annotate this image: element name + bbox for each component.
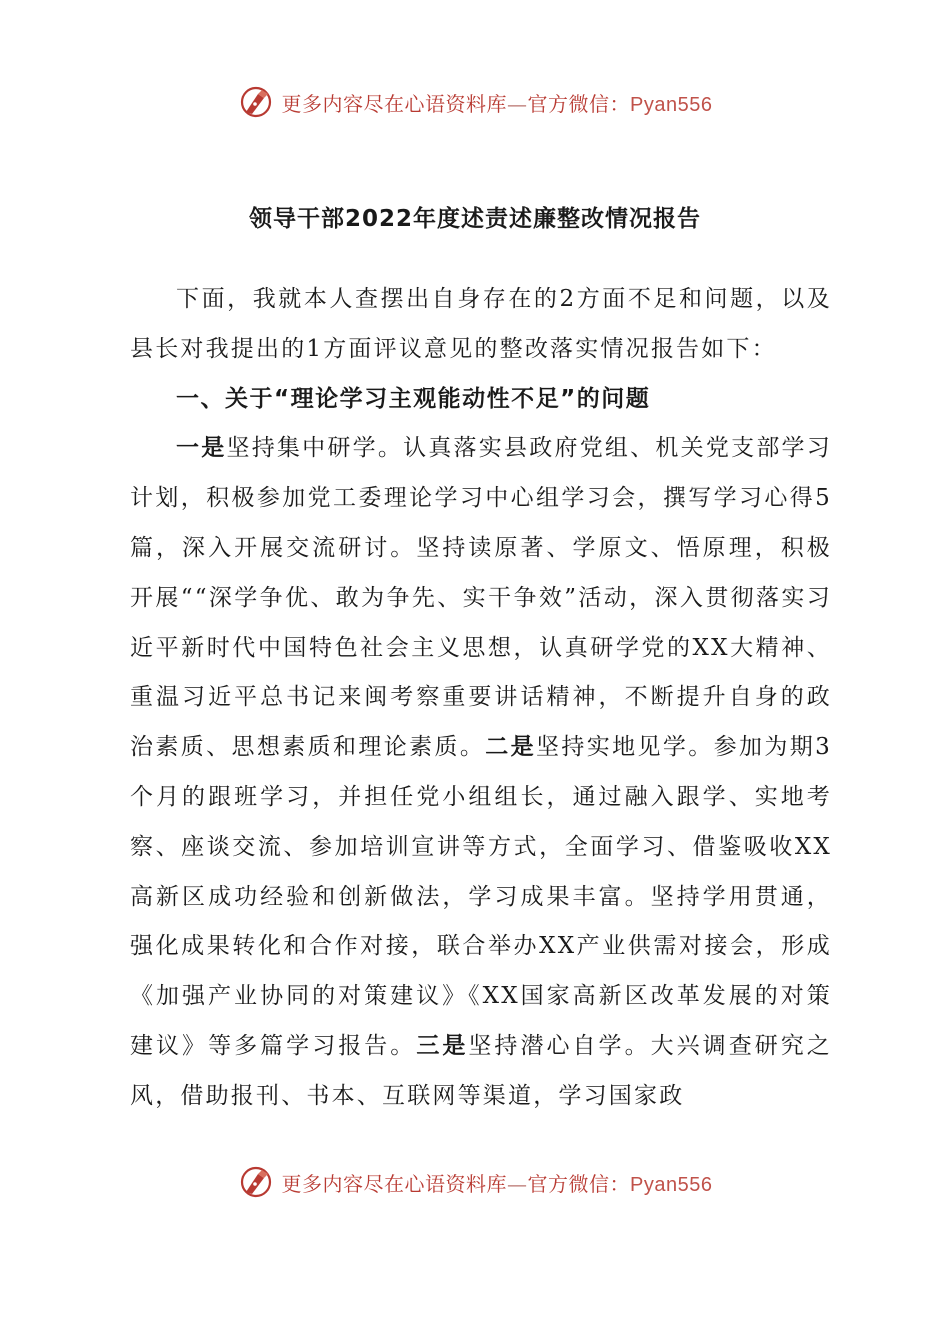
watermark-brand: 更多内容尽在心语资料库 [281, 91, 508, 116]
watermark-separator: — [507, 91, 528, 116]
watermark-banner-top [0, 82, 950, 122]
point-two-text: 坚持实地见学。参加为期3个月的跟班学习，并担任党小组组长，通过融入跟学、实地考察、座谈交流、参加培训宣讲等方式，全面学习、借鉴吸收XX高新区成功经验和创新做法，学习成果丰富。坚持学用贯通，强化成果转化和合作对接，联合举办XX产业供需对接会，形成《加强产业协同的对策建议》《XX国家高新区改革发展的对策建议》等多篇学习报告。 [130, 734, 832, 1059]
document-body [130, 275, 832, 1122]
intro-paragraph: 下面，我就本人查摆出自身存在的2方面不足和问题，以及县长对我提出的1方面评议意见的整改落实情况报告如下： [130, 286, 832, 362]
document-title: 领导干部2022年度述责述廉整改情况报告 [248, 206, 701, 232]
section-paragraph [130, 424, 832, 1121]
watermark-wechat-label: 官方微信： [527, 1171, 631, 1196]
watermark-brand: 更多内容尽在心语资料库 [281, 1171, 508, 1196]
section-heading: 一、关于“理论学习主观能动性不足”的问题 [176, 385, 651, 412]
watermark-wechat-label: 官方微信： [527, 91, 631, 116]
watermark-text [282, 88, 713, 117]
pen-nib-logo-icon [238, 1164, 274, 1200]
watermark-wechat-id: Pyan556 [630, 1173, 713, 1196]
watermark-text [282, 1168, 713, 1197]
watermark-separator: — [507, 1171, 528, 1196]
point-three-lead: 三是 [416, 1032, 469, 1059]
point-two-lead: 二是 [485, 734, 537, 761]
watermark-banner-bottom [0, 1162, 950, 1202]
watermark-wechat-id: Pyan556 [630, 93, 713, 116]
point-one-lead: 一是 [176, 435, 227, 462]
point-three-text: 坚持潜心自学。大兴调查研究之风，借助报刊、书本、互联网等渠道，学习国家政 [130, 1032, 832, 1109]
pen-nib-logo-icon [238, 84, 274, 120]
point-one-text: 坚持集中研学。认真落实县政府党组、机关党支部学习计划，积极参加党工委理论学习中心组学习会，撰写学习心得5篇，深入开展交流研讨。坚持读原著、学原文、悟原理，积极开展““深学争优、敢为争先、实干争效”活动，深入贯彻落实习近平新时代中国特色社会主义思想，认真研学党的XX大精神、重温习近平总书记来闽考察重要讲话精神，不断提升自身的政治素质、思想素质和理论素质。 [130, 435, 832, 761]
